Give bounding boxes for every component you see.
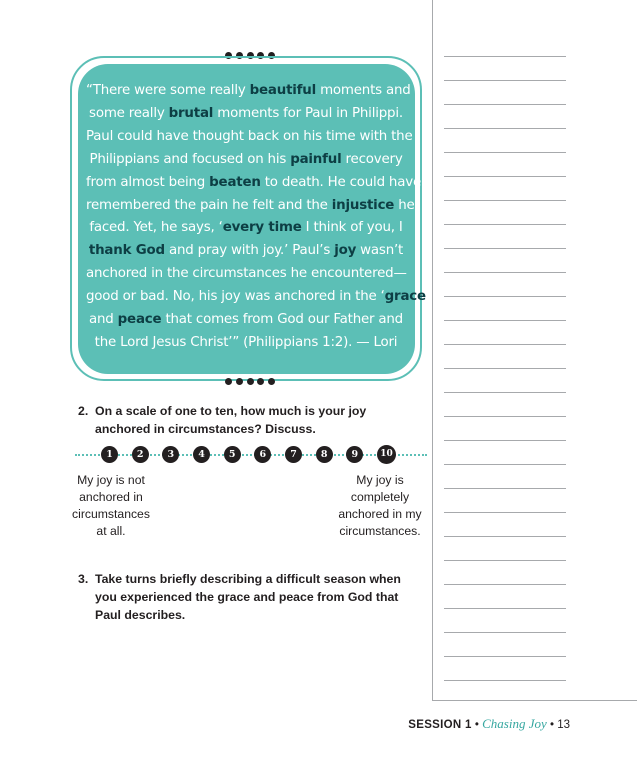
quote-text: he bbox=[394, 197, 415, 213]
note-line bbox=[444, 200, 566, 201]
quote-text: the Lord Jesus Christ’” (Philippians 1:2). — Lori bbox=[94, 334, 398, 350]
quote-text: recovery bbox=[341, 151, 403, 167]
note-line bbox=[444, 584, 566, 585]
quote-line bbox=[86, 263, 406, 286]
scale-point-10[interactable]: 10 bbox=[377, 445, 396, 464]
page-number: 13 bbox=[557, 719, 570, 731]
note-line bbox=[444, 224, 566, 225]
ornament-dots-bottom bbox=[225, 376, 275, 386]
note-line bbox=[444, 56, 566, 57]
scale-high-label: My joy is completely anchored in my circumstances. bbox=[338, 473, 422, 538]
note-line bbox=[444, 104, 566, 105]
note-line bbox=[444, 80, 566, 81]
quote-highlight: painful bbox=[290, 151, 342, 167]
quote-text: from almost being bbox=[86, 174, 210, 190]
page-footer bbox=[408, 716, 570, 732]
quote-line bbox=[86, 149, 406, 172]
quote-text: faced. Yet, he says, ‘ bbox=[89, 220, 223, 236]
quote-text: moments for Paul in Philippi. bbox=[213, 105, 403, 121]
quote-text: Philippians and focused on his bbox=[89, 151, 291, 167]
note-line bbox=[444, 488, 566, 489]
quote-line bbox=[86, 309, 406, 332]
scale-dotted-line bbox=[75, 454, 427, 456]
quote-highlight: peace bbox=[117, 312, 162, 328]
note-line bbox=[444, 176, 566, 177]
quote-highlight: injustice bbox=[331, 197, 395, 213]
quote-line bbox=[86, 195, 415, 218]
quote-text: remembered the pain he felt and the bbox=[86, 197, 332, 213]
quote-text: good or bad. No, his joy was anchored in the ‘ bbox=[86, 289, 385, 305]
note-line bbox=[444, 608, 566, 609]
quote-highlight: beaten bbox=[209, 174, 261, 190]
scale-point-9[interactable]: 9 bbox=[346, 446, 363, 463]
quote-line bbox=[86, 126, 413, 149]
notes-column-divider bbox=[432, 0, 433, 700]
scale-low-label: My joy is not anchored in circumstances at all. bbox=[72, 473, 150, 538]
note-line bbox=[444, 272, 566, 273]
note-line bbox=[444, 344, 566, 345]
note-line bbox=[444, 680, 566, 681]
question-3-text: Take turns briefly describing a difficult season when you experienced the grace and peace from God that Paul describes. bbox=[95, 572, 401, 622]
question-2-text: On a scale of one to ten, how much is your joy anchored in circumstances? Discuss. bbox=[95, 404, 367, 436]
note-line bbox=[444, 536, 566, 537]
quote-text: and pray with joy.’ Paul’s bbox=[164, 243, 335, 259]
quote-line bbox=[86, 217, 406, 240]
note-line bbox=[444, 656, 566, 657]
note-line bbox=[444, 320, 566, 321]
quote-line bbox=[86, 332, 406, 355]
quote-line bbox=[86, 80, 411, 103]
note-line bbox=[444, 128, 566, 129]
note-line bbox=[444, 248, 566, 249]
quote-text: Paul could have thought back on his time with the bbox=[86, 128, 413, 144]
footer-session: SESSION 1 bbox=[408, 719, 472, 731]
quote-text: wasn’t bbox=[356, 243, 404, 259]
quote-text: “There were some really bbox=[86, 83, 250, 98]
quote-line bbox=[86, 103, 406, 126]
quote-text: moments and bbox=[316, 83, 411, 98]
scale-point-8[interactable]: 8 bbox=[316, 446, 333, 463]
quote-text: that comes from God our Father and bbox=[161, 312, 403, 328]
note-line bbox=[444, 512, 566, 513]
quote-highlight: thank God bbox=[88, 243, 165, 259]
note-line bbox=[444, 416, 566, 417]
quote-line bbox=[86, 172, 421, 195]
quote-text: to death. He could have bbox=[260, 174, 421, 190]
quote-text: some really bbox=[89, 105, 169, 121]
note-line bbox=[444, 560, 566, 561]
quote-highlight: beautiful bbox=[249, 83, 317, 98]
note-line bbox=[444, 392, 566, 393]
footer-title: Chasing Joy bbox=[482, 716, 547, 731]
scale-point-2[interactable]: 2 bbox=[132, 446, 149, 463]
scale-point-3[interactable]: 3 bbox=[162, 446, 179, 463]
quote-highlight: every time bbox=[222, 220, 302, 236]
scale-point-1[interactable]: 1 bbox=[101, 446, 118, 463]
quote-highlight: grace bbox=[384, 289, 426, 305]
footer-bullet-2: • bbox=[549, 719, 554, 731]
notes-column-bottom-rule bbox=[432, 700, 637, 701]
footer-bullet-1: • bbox=[474, 719, 479, 731]
note-line bbox=[444, 440, 566, 441]
note-line bbox=[444, 296, 566, 297]
quote-highlight: joy bbox=[334, 243, 357, 259]
quote-text: I think of you, I bbox=[301, 220, 403, 236]
note-line bbox=[444, 632, 566, 633]
scale-point-4[interactable]: 4 bbox=[193, 446, 210, 463]
quote-highlight: brutal bbox=[168, 105, 214, 121]
quote-text: anchored in the circumstances he encountered— bbox=[86, 266, 407, 282]
scale-point-6[interactable]: 6 bbox=[254, 446, 271, 463]
quote-line bbox=[86, 286, 426, 309]
note-line bbox=[444, 464, 566, 465]
question-2-number: 2. bbox=[78, 404, 89, 418]
question-3-number: 3. bbox=[78, 572, 89, 586]
quote-line bbox=[86, 240, 406, 263]
scale-point-7[interactable]: 7 bbox=[285, 446, 302, 463]
note-line bbox=[444, 368, 566, 369]
rating-scale bbox=[75, 446, 427, 464]
note-line bbox=[444, 152, 566, 153]
pull-quote bbox=[86, 80, 426, 355]
quote-text: and bbox=[89, 312, 118, 328]
scale-point-5[interactable]: 5 bbox=[224, 446, 241, 463]
